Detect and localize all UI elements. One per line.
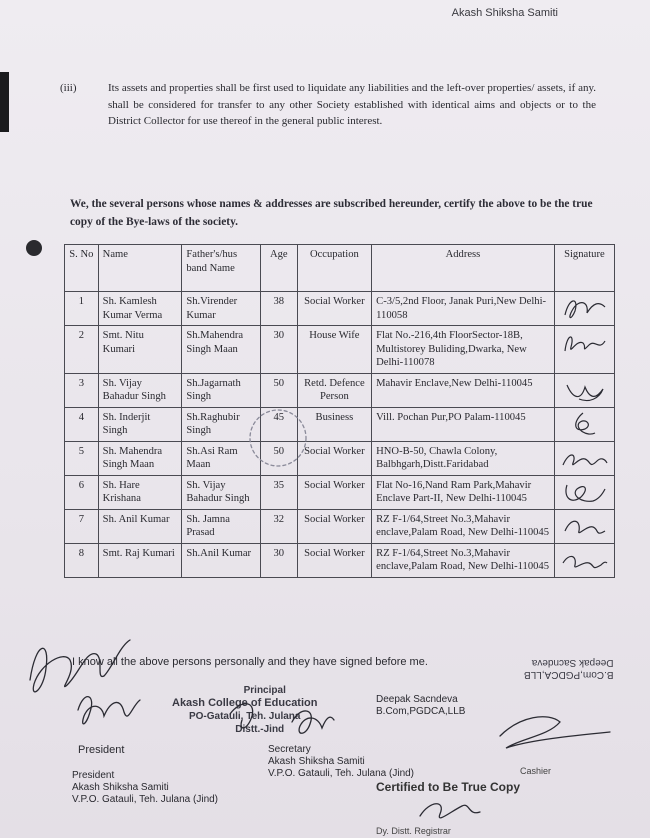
header-org: Akash Shiksha Samiti <box>451 7 558 19</box>
cell-occupation: Social Worker <box>297 475 371 509</box>
signature-stroke <box>563 556 607 567</box>
cell-sno: 8 <box>65 543 99 577</box>
punch-hole <box>26 240 42 256</box>
certified-copy-stamp: Certified to Be True Copy <box>376 780 521 794</box>
cell-name: Sh. Inderjit Singh <box>98 407 182 441</box>
cell-name: Sh. Kamlesh Kumar Verma <box>98 292 182 326</box>
principal-stamp-address: PO-Gatauli, Teh. Julana <box>188 711 301 722</box>
cell-signature <box>554 292 614 326</box>
cell-age: 38 <box>260 292 297 326</box>
cell-age: 35 <box>260 475 297 509</box>
header-sno: S. No <box>65 245 99 292</box>
table-row <box>65 441 615 475</box>
header-signature: Signature <box>554 245 614 292</box>
cell-father: Sh.Anil Kumar <box>182 543 261 577</box>
mirrored-stamp-line1: B.Com,PGDCA,LLB <box>524 669 614 680</box>
cell-address: HNO-B-50, Chawla Colony, Balbhgarh,Distt.Faridabad <box>372 441 555 475</box>
certification-text: We, the several persons whose names & addresses are subscribed hereunder, certify the above to be the true copy of the Bye-laws of the society. <box>70 198 593 228</box>
header-age: Age <box>260 245 297 292</box>
principal-stamp-title: Principal <box>243 685 286 696</box>
cell-signature <box>554 509 614 543</box>
table-row <box>65 373 615 407</box>
signature-stroke <box>565 521 605 533</box>
cell-signature <box>554 373 614 407</box>
cell-age: 30 <box>260 543 297 577</box>
cell-father: Sh.Raghubir Singh <box>182 407 261 441</box>
signature-scrawl <box>559 513 609 539</box>
registrar-text: Dy. Distt. Registrar <box>376 826 451 836</box>
mirrored-stamp <box>524 656 613 680</box>
signature-stroke <box>566 485 605 501</box>
cell-age: 30 <box>260 326 297 374</box>
secretary-stamp <box>268 744 414 780</box>
signature-scrawl <box>559 445 609 471</box>
cell-sno: 4 <box>65 407 99 441</box>
cell-name: Sh. Vijay Bahadur Singh <box>98 373 182 407</box>
president-label: President <box>78 744 125 756</box>
mirrored-stamp-line2: Deepak Sacndeva <box>531 657 614 668</box>
cell-occupation: Retd. Defence Person <box>297 373 371 407</box>
cell-occupation: Social Worker <box>297 509 371 543</box>
principal-stamp-college: Akash College of Education <box>172 697 318 709</box>
advocate-signature <box>500 717 610 748</box>
cell-age: 32 <box>260 509 297 543</box>
members-table <box>64 244 615 578</box>
cell-name: Smt. Raj Kumari <box>98 543 182 577</box>
cell-address: RZ F-1/64,Street No.3,Mahavir enclave,Palam Road, New Delhi-110045 <box>372 509 555 543</box>
cell-sno: 1 <box>65 292 99 326</box>
cell-address: Flat No.-216,4th FloorSector-18B, Multistorey Buliding,Dwarka, New Delhi-110078 <box>372 326 555 374</box>
cell-signature <box>554 441 614 475</box>
cell-age: 45 <box>260 407 297 441</box>
signature-scrawl <box>559 295 609 321</box>
cell-signature <box>554 326 614 374</box>
header-father: Father's/hus band Name <box>182 245 261 292</box>
table-row <box>65 509 615 543</box>
cell-address: Flat No-16,Nand Ram Park,Mahavir Enclave Part-II, New Delhi-110045 <box>372 475 555 509</box>
signature-scrawl <box>559 377 609 403</box>
cell-address: Mahavir Enclave,New Delhi-110045 <box>372 373 555 407</box>
cell-occupation: House Wife <box>297 326 371 374</box>
advocate-name: Deepak Sacndeva <box>376 694 458 705</box>
cell-name: Sh. Hare Krishana <box>98 475 182 509</box>
signature-stroke <box>567 385 603 401</box>
president-stamp <box>72 770 218 806</box>
table-row <box>65 543 615 577</box>
header-address: Address <box>372 245 555 292</box>
cell-address: C-3/5,2nd Floor, Janak Puri,New Delhi-110058 <box>372 292 555 326</box>
cell-signature <box>554 475 614 509</box>
signature-scrawl <box>559 329 609 355</box>
signature-scrawl <box>559 411 609 437</box>
cell-name: Sh. Mahendra Singh Maan <box>98 441 182 475</box>
cell-father: Sh.Asi Ram Maan <box>182 441 261 475</box>
advocate-degrees: B.Com,PGDCA,LLB <box>376 706 466 717</box>
cell-signature <box>554 407 614 441</box>
advocate-stamp <box>376 694 465 718</box>
table-header-row <box>65 245 615 292</box>
signature-scrawl <box>559 479 609 505</box>
cell-age: 50 <box>260 373 297 407</box>
secretary-stamp-org: Akash Shiksha Samiti <box>268 756 365 767</box>
header-occupation: Occupation <box>297 245 371 292</box>
cell-name: Smt. Nitu Kumari <box>98 326 182 374</box>
clause-text: Its assets and properties shall be first used to liquidate any liabilities and the left-over properties/ assets, if any. shall be considered for transfer to any other Society established with identical aims and objects or to the District Collector for use thereof in the general public interest. <box>108 82 596 127</box>
cell-address: RZ F-1/64,Street No.3,Mahavir enclave,Palam Road, New Delhi-110045 <box>372 543 555 577</box>
cell-name: Sh. Anil Kumar <box>98 509 182 543</box>
president-stamp-org: Akash Shiksha Samiti <box>72 782 169 793</box>
cell-occupation: Business <box>297 407 371 441</box>
signature-stroke <box>565 301 605 318</box>
signature-stroke <box>565 337 605 351</box>
table-row <box>65 292 615 326</box>
signature-stroke <box>575 413 594 434</box>
cashier-stamp: Cashier <box>520 766 552 776</box>
cell-sno: 5 <box>65 441 99 475</box>
cell-sno: 2 <box>65 326 99 374</box>
signature-stroke <box>563 455 607 465</box>
header-name: Name <box>98 245 182 292</box>
secretary-stamp-address: V.P.O. Gatauli, Teh. Julana (Jind) <box>268 768 415 779</box>
cell-occupation: Social Worker <box>297 292 371 326</box>
president-stamp-title: President <box>72 770 115 781</box>
clause-number: (iii) <box>60 82 77 94</box>
clause-paragraph <box>60 80 596 130</box>
cell-father: Sh. Vijay Bahadur Singh <box>182 475 261 509</box>
binder-clip <box>0 72 9 132</box>
table-row <box>65 475 615 509</box>
cell-sno: 7 <box>65 509 99 543</box>
cell-age: 50 <box>260 441 297 475</box>
principal-stamp-district: Distt.-Jind <box>235 724 285 735</box>
attestation-text: I know all the above persons personally and they have signed before me. <box>72 656 428 668</box>
table-row <box>65 407 615 441</box>
president-stamp-address: V.P.O. Gatauli, Teh. Julana (Jind) <box>72 794 219 805</box>
cell-occupation: Social Worker <box>297 543 371 577</box>
cell-father: Sh. Jamna Prasad <box>182 509 261 543</box>
signature-scrawl <box>559 547 609 573</box>
cell-occupation: Social Worker <box>297 441 371 475</box>
table-row <box>65 326 615 374</box>
cell-address: Vill. Pochan Pur,PO Palam-110045 <box>372 407 555 441</box>
registrar-signature <box>420 804 480 818</box>
cell-father: Sh.Mahendra Singh Maan <box>182 326 261 374</box>
president-signature <box>78 697 140 724</box>
cell-father: Sh.Jagarnath Singh <box>182 373 261 407</box>
cell-sno: 3 <box>65 373 99 407</box>
cell-sno: 6 <box>65 475 99 509</box>
cell-father: Sh.Virender Kumar <box>182 292 261 326</box>
cell-signature <box>554 543 614 577</box>
principal-stamp <box>172 684 317 736</box>
secretary-label: Secretary <box>268 744 311 755</box>
